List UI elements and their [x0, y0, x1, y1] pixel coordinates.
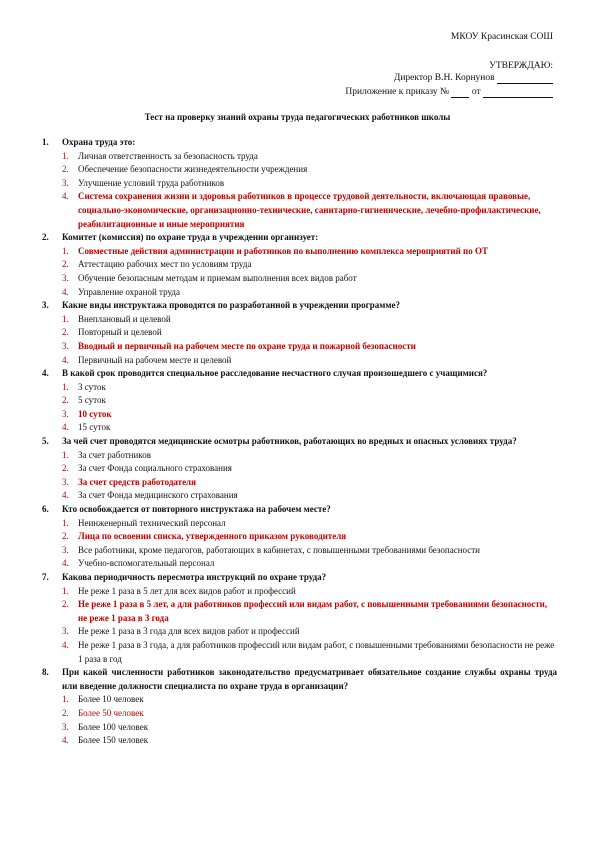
- option-number: 4.: [62, 639, 69, 650]
- answer-option: [42, 286, 557, 300]
- answer-option: [42, 354, 557, 368]
- answer-option: [42, 177, 557, 191]
- option-number: 3.: [62, 272, 69, 283]
- answer-option: [42, 462, 557, 476]
- option-number: 1.: [62, 585, 69, 596]
- question-number: 3.: [42, 300, 49, 311]
- answer-option: [42, 517, 557, 531]
- option-text: Управление охраной труда: [78, 286, 180, 297]
- question-block: [42, 231, 557, 299]
- question-label: При какой численности работников законодательство предусматривает обязательное создание службы охраны труда или введение должности специалиста по охране труда в организации?: [62, 667, 557, 691]
- option-number: 1.: [62, 150, 69, 161]
- option-text: Все работники, кроме педагогов, работающих в кабинетах, с повышенными требованиями безопасности: [78, 544, 480, 555]
- answer-option: [42, 721, 557, 735]
- question-number: 5.: [42, 436, 49, 447]
- answer-option-correct: [42, 190, 557, 231]
- question-number: 8.: [42, 667, 49, 678]
- question-text: [42, 503, 557, 517]
- answer-options: [42, 585, 557, 667]
- option-number: 4.: [62, 286, 69, 297]
- answer-option: [42, 585, 557, 599]
- option-number: 1.: [62, 449, 69, 460]
- order-label: Приложение к приказу №: [345, 87, 450, 97]
- option-number: 3.: [62, 177, 69, 188]
- option-text: Обучение безопасным методам и приемам выполнения всех видов работ: [78, 272, 357, 283]
- order-line: [345, 86, 553, 98]
- order-from-label: от: [471, 87, 481, 97]
- answer-options: [42, 150, 557, 232]
- answer-option: [42, 381, 557, 395]
- answer-option-correct: [42, 598, 557, 625]
- test-title: Тест на проверку знаний охраны труда педагогических работников школы: [144, 112, 451, 122]
- order-number-line: [451, 88, 469, 98]
- question-label: Какие виды инструктажа проводятся по разработанной в учреждении программе?: [62, 300, 401, 311]
- question-number: 4.: [42, 368, 49, 379]
- answer-option-correct: [42, 245, 557, 259]
- answer-options: [42, 381, 557, 435]
- answer-options: [42, 693, 557, 747]
- option-text: Более 100 человек: [78, 721, 149, 732]
- answer-option: [42, 693, 557, 707]
- question-block: [42, 435, 557, 503]
- option-text: Совместные действия администрации и работников по выполнению комплекса мероприятий по ОТ: [78, 245, 488, 256]
- option-number: 3.: [62, 476, 69, 487]
- option-text: Аттестацию рабочих мест по условиям труда: [78, 259, 252, 270]
- signature-line: [497, 74, 553, 84]
- option-text: Не реже 1 раза в 5 лет, а для работников профессий или видам работ, с повышенными требованиями безопасности, не реже 1 раза в 3 года: [78, 599, 548, 623]
- option-text: Неинженерный технический персонал: [78, 517, 226, 528]
- option-text: 3 суток: [78, 381, 106, 392]
- question-block: [42, 666, 557, 748]
- answer-option: [42, 272, 557, 286]
- option-text: За счет средств работодателя: [78, 476, 196, 487]
- school-name: МКОУ Красинская СОШ: [450, 32, 553, 42]
- answer-option: [42, 489, 557, 503]
- director-name: Директор В.Н. Корнунов: [393, 73, 495, 83]
- option-text: Не реже 1 раза в 3 года для всех видов работ и профессий: [78, 626, 300, 637]
- answer-option: [42, 639, 557, 666]
- option-number: 2.: [62, 531, 69, 542]
- option-number: 1.: [62, 381, 69, 392]
- answer-option-correct: [42, 408, 557, 422]
- answer-option: [42, 326, 557, 340]
- option-number: 3.: [62, 544, 69, 555]
- option-text: Система сохранения жизни и здоровья работников в процессе трудовой деятельности, включающая правовые, социально-экономические, организационно-технические, санитарно-гигиенические, лечебно-профилактические, реабилитационные и иные мероприятия: [78, 191, 541, 229]
- question-number: 2.: [42, 232, 49, 243]
- question-label: Какова периодичность пересмотра инструкций по охране труда?: [62, 572, 327, 582]
- answer-option: [42, 449, 557, 463]
- answer-options: [42, 517, 557, 571]
- option-text: Улучшение условий труда работников: [78, 177, 225, 188]
- option-text: За счет Фонда медицинского страхования: [78, 490, 238, 501]
- answer-option: [42, 313, 557, 327]
- option-text: Более 50 человек: [78, 707, 144, 718]
- option-text: Более 10 человек: [78, 694, 144, 705]
- answer-option: [42, 258, 557, 272]
- option-text: 10 суток: [78, 408, 112, 419]
- question-text: [42, 231, 557, 245]
- option-text: Более 150 человек: [78, 735, 149, 746]
- order-date-line: [483, 88, 553, 98]
- option-text: 15 суток: [78, 422, 111, 433]
- option-text: Вводный и первичный на рабочем месте по охране труда и пожарной безопасности: [78, 340, 416, 351]
- answer-options: [42, 449, 557, 503]
- option-text: 5 суток: [78, 395, 106, 406]
- answer-option: [42, 544, 557, 558]
- question-text: [42, 571, 557, 585]
- question-block: [42, 299, 557, 367]
- option-number: 4.: [62, 558, 69, 569]
- option-number: 2.: [62, 395, 69, 406]
- answer-option: [42, 163, 557, 177]
- option-text: Не реже 1 раза в 5 лет для всех видов работ и профессий: [78, 585, 296, 596]
- answer-option: [42, 421, 557, 435]
- option-number: 1.: [62, 517, 69, 528]
- option-text: Внеплановый и целевой: [78, 313, 171, 324]
- answer-option: [42, 394, 557, 408]
- option-text: Обеспечение безопасности жизнедеятельности учреждения: [78, 164, 308, 175]
- option-number: 2.: [62, 259, 69, 270]
- answer-option-correct: [42, 707, 557, 721]
- question-text: [42, 136, 557, 150]
- question-block: [42, 136, 557, 231]
- option-text: За счет работников: [78, 449, 151, 460]
- question-label: Охрана труда это:: [62, 137, 136, 147]
- option-text: Учебно-вспомогательный персонал: [78, 558, 215, 569]
- question-label: За чей счет проводятся медицинские осмотры работников, работающих во вредных и опасных условиях труда?: [62, 436, 517, 447]
- option-text: Лица по освоении списка, утвержденного приказом руководителя: [78, 531, 347, 542]
- answer-option: [42, 734, 557, 748]
- option-text: Личная ответственность за безопасность труда: [78, 150, 258, 161]
- option-number: 1.: [62, 694, 69, 705]
- option-text: Не реже 1 раза в 3 года, а для работников профессий или видам работ, с повышенными требованиями безопасности не реже 1 раза в год: [78, 639, 555, 664]
- question-block: [42, 367, 557, 435]
- option-number: 4.: [62, 191, 69, 202]
- answer-option-correct: [42, 340, 557, 354]
- option-number: 2.: [62, 164, 69, 175]
- question-block: [42, 571, 557, 666]
- question-text: [42, 435, 557, 449]
- question-text: [42, 367, 557, 381]
- option-text: Первичный на рабочем месте и целевой: [78, 354, 232, 365]
- answer-option: [42, 150, 557, 164]
- option-number: 2.: [62, 707, 69, 718]
- question-number: 7.: [42, 572, 49, 582]
- option-text: Повторный и целевой: [78, 327, 162, 338]
- option-number: 4.: [62, 735, 69, 746]
- question-text: [42, 666, 557, 693]
- question-label: В какой срок проводится специальное расследование несчастного случая произошедшего с учащимися?: [62, 368, 488, 379]
- option-number: 3.: [62, 721, 69, 732]
- director-line: [394, 72, 553, 84]
- option-text: За счет Фонда социального страхования: [78, 463, 232, 474]
- answer-option-correct: [42, 476, 557, 490]
- option-number: 1.: [62, 245, 69, 256]
- answer-options: [42, 313, 557, 367]
- answer-options: [42, 245, 557, 299]
- question-block: [42, 503, 557, 571]
- option-number: 4.: [62, 354, 69, 365]
- answer-option: [42, 557, 557, 571]
- answer-option: [42, 625, 557, 639]
- question-number: 1.: [42, 137, 49, 147]
- option-number: 3.: [62, 340, 69, 351]
- option-number: 3.: [62, 626, 69, 637]
- option-number: 2.: [62, 599, 69, 610]
- answer-option-correct: [42, 530, 557, 544]
- option-number: 4.: [62, 490, 69, 501]
- question-number: 6.: [42, 504, 49, 515]
- option-number: 3.: [62, 408, 69, 419]
- option-number: 2.: [62, 327, 69, 338]
- option-number: 2.: [62, 463, 69, 474]
- question-label: Комитет (комиссия) по охране труда в учреждении организует:: [62, 232, 319, 243]
- question-text: [42, 299, 557, 313]
- question-label: Кто освобождается от повторного инструктажа на рабочем месте?: [62, 504, 331, 515]
- option-number: 1.: [62, 313, 69, 324]
- approval-heading: УТВЕРЖДАЮ:: [489, 61, 553, 71]
- question-list: [42, 136, 557, 748]
- option-number: 4.: [62, 422, 69, 433]
